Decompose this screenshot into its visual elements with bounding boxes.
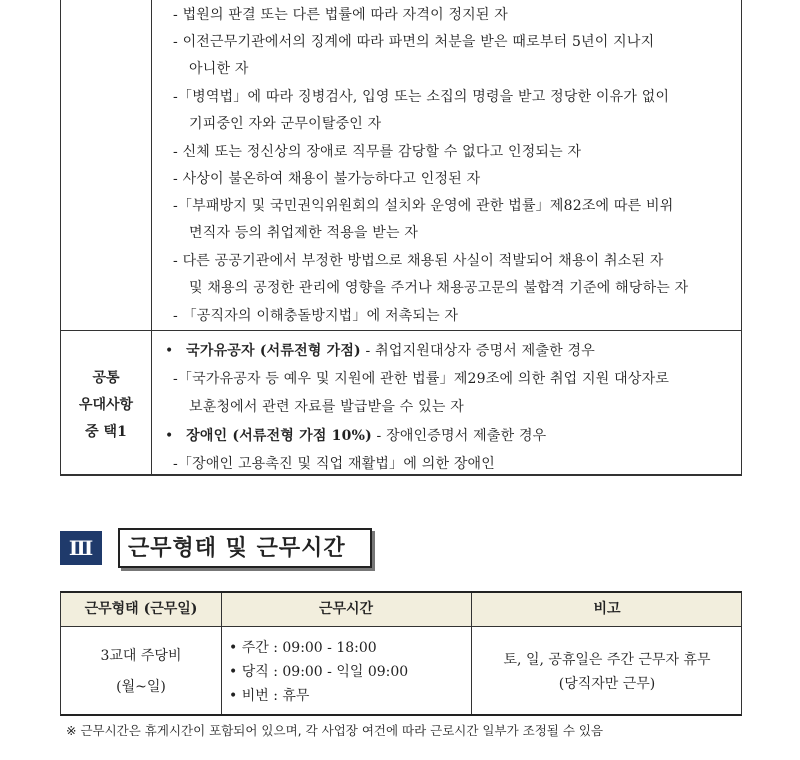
merit-sub: -「국가유공자 등 예우 및 지원에 관한 법률」제29조에 의한 취업 지원 대상자로 <box>173 371 670 387</box>
column-divider <box>151 0 152 474</box>
section-title: 근무형태 및 근무시간 <box>118 528 372 568</box>
disqualification-item-cont: 및 채용의 공정한 관리에 영향을 주거나 채용공고문의 불합격 기준에 해당하는 자 <box>189 280 689 296</box>
disqualification-item: - 이전근무기관에서의 징계에 따라 파면의 처분을 받은 때로부터 5년이 지나지 <box>173 34 655 50</box>
preference-header-line: 중 택1 <box>85 424 127 440</box>
section-number: Ⅲ <box>60 531 102 565</box>
merit-title: 국가유공자 (서류전형 가점) <box>186 343 361 359</box>
row-divider <box>61 330 741 331</box>
disabled-sub: -「장애인 고용촉진 및 직업 재활법」에 의한 장애인 <box>173 456 495 472</box>
disqualification-item-cont: 아니한 자 <box>189 61 249 77</box>
disqualification-item: -「부패방지 및 국민권익위원회의 설치와 운영에 관한 법률」제82조에 따른 비위 <box>173 198 674 214</box>
disqualification-item: - 다른 공공기관에서 부정한 방법으로 채용된 사실이 적발되어 채용이 취소된 자 <box>173 253 664 269</box>
header-remarks: 비고 <box>593 601 621 617</box>
header-work-hours: 근무시간 <box>318 601 374 617</box>
hours-duty: • 당직 : 09:00 - 익일 09:00 <box>229 664 409 680</box>
merit-item <box>165 340 595 360</box>
bullet-icon: • <box>165 428 174 444</box>
remark-line: 토, 일, 공휴일은 주간 근무자 휴무 <box>503 652 711 668</box>
disabled-title: 장애인 (서류전형 가점 10%) <box>186 428 372 444</box>
work-days-value: (월~일) <box>116 679 166 695</box>
remark-line: (당직자만 근무) <box>558 676 656 692</box>
disqualification-item: - 법원의 판결 또는 다른 법률에 따라 자격이 정지된 자 <box>173 7 508 23</box>
work-schedule-table <box>60 591 742 716</box>
preference-header-line: 공통 <box>92 370 120 386</box>
disqualification-item: - 신체 또는 정신상의 장애로 직무를 감당할 수 없다고 인정되는 자 <box>173 144 582 160</box>
disqualification-item-cont: 기피중인 자와 군무이탈중인 자 <box>189 116 382 132</box>
eligibility-table <box>60 0 742 476</box>
merit-desc: - 취업지원대상자 증명서 제출한 경우 <box>360 343 595 359</box>
disqualification-item: -「병역법」에 따라 징병검사, 입영 또는 소집의 명령을 받고 정당한 이유가 없이 <box>173 89 670 105</box>
disqualification-item: - 「공직자의 이해충돌방지법」에 저촉되는 자 <box>173 308 459 324</box>
disqualification-item-cont: 면직자 등의 취업제한 적용을 받는 자 <box>189 225 419 241</box>
preference-header-line: 우대사항 <box>78 397 134 413</box>
hours-off: • 비번 : 휴무 <box>229 688 310 704</box>
work-type-value: 3교대 주당비 <box>100 648 182 664</box>
footnote: ※ 근무시간은 휴게시간이 포함되어 있으며, 각 사업장 여건에 따라 근로시간 일부가 조정될 수 있음 <box>66 723 604 738</box>
bullet-icon: • <box>165 343 174 359</box>
hours-day: • 주간 : 09:00 - 18:00 <box>229 640 377 656</box>
disabled-item <box>165 425 546 445</box>
merit-sub-cont: 보훈청에서 관련 자료를 발급받을 수 있는 자 <box>189 399 464 415</box>
disqualification-item: - 사상이 불온하여 채용이 불가능하다고 인정된 자 <box>173 171 481 187</box>
header-work-type: 근무형태 (근무일) <box>84 601 198 617</box>
disabled-desc: - 장애인증명서 제출한 경우 <box>371 428 547 444</box>
